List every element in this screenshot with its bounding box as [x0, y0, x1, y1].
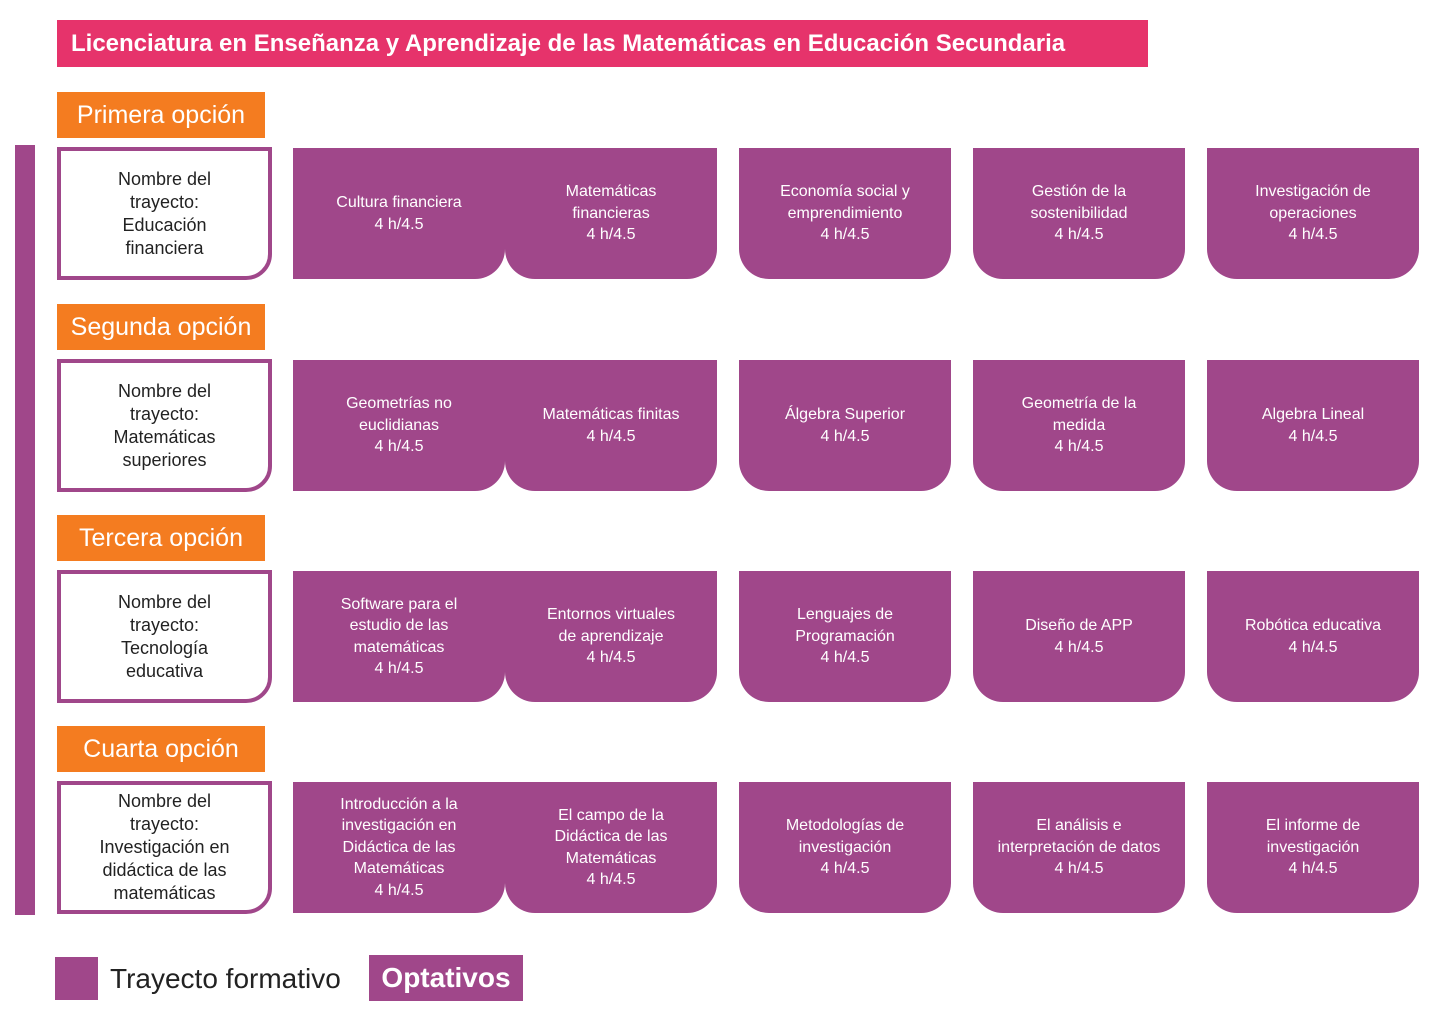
- course-title-line: Gestión de la: [1031, 183, 1127, 201]
- option-section: [0, 726, 1453, 926]
- course-card: [739, 571, 951, 702]
- course-title-line: Diseño de APP: [1025, 617, 1133, 634]
- course-hours: 4 h/4.5: [586, 871, 636, 888]
- trajectory-name-line: Nombre del: [117, 591, 212, 612]
- legend-swatch: [55, 957, 98, 1000]
- course-title-line: El análisis e: [1036, 817, 1122, 835]
- course-card: [1207, 571, 1419, 702]
- course-hours: 4 h/4.5: [1054, 226, 1104, 244]
- course-card: [293, 360, 505, 491]
- course-title-line: Didáctica de las: [554, 828, 668, 845]
- course-title-line: Economía social y: [780, 183, 910, 201]
- course-title-line: Programación: [795, 627, 895, 645]
- course-hours: 4 h/4.5: [586, 427, 636, 445]
- trajectory-name-box: [57, 570, 272, 703]
- option-label: Tercera opción: [57, 515, 265, 561]
- trajectory-name-line: Educación: [122, 214, 207, 235]
- course-hours: 4 h/4.5: [1054, 638, 1104, 656]
- course-title-line: Cultura financiera: [336, 194, 462, 211]
- course-hours: 4 h/4.5: [820, 649, 870, 667]
- course-hours: 4 h/4.5: [586, 226, 636, 244]
- course-title-line: Robótica educativa: [1244, 617, 1382, 634]
- trajectory-name-line: trayecto:: [129, 191, 200, 212]
- course-hours: 4 h/4.5: [1288, 638, 1338, 656]
- trajectory-name-line: financiera: [125, 237, 204, 258]
- trajectory-name-line: Nombre del: [117, 380, 212, 401]
- trajectory-name-line: Nombre del: [117, 168, 212, 189]
- course-card: [973, 360, 1185, 491]
- course-title-line: Matemáticas: [353, 860, 445, 878]
- trajectory-name-line: didáctica de las: [102, 860, 227, 880]
- course-title-line: Software para el: [340, 595, 458, 613]
- option-section: [0, 515, 1453, 715]
- course-title-line: Matemáticas: [565, 849, 657, 867]
- course-title-line: interpretación de datos: [997, 838, 1161, 856]
- course-card: [505, 571, 717, 702]
- course-card: [739, 360, 951, 491]
- course-hours: 4 h/4.5: [586, 649, 636, 667]
- course-title-line: de aprendizaje: [558, 627, 664, 645]
- trajectory-name-line: educativa: [125, 660, 204, 681]
- course-title-line: sostenibilidad: [1030, 204, 1128, 222]
- course-card: [293, 782, 505, 913]
- course-title-line: Algebra Lineal: [1261, 406, 1365, 423]
- course-title-line: Introducción a la: [340, 795, 458, 813]
- course-title-line: medida: [1052, 416, 1106, 434]
- course-title-line: investigación: [798, 838, 892, 856]
- trajectory-name-box: [57, 147, 272, 280]
- option-label: Cuarta opción: [57, 726, 265, 772]
- option-label: Primera opción: [57, 92, 265, 138]
- course-card: [739, 782, 951, 913]
- option-section: [0, 92, 1453, 292]
- course-title-line: Matemáticas finitas: [542, 406, 680, 423]
- course-card: [293, 571, 505, 702]
- course-hours: 4 h/4.5: [1288, 860, 1338, 878]
- course-title-line: estudio de las: [349, 617, 449, 634]
- page-title: Licenciatura en Enseñanza y Aprendizaje de las Matemáticas en Educación Secundaria: [57, 20, 1148, 67]
- course-card: [739, 148, 951, 279]
- course-card: [505, 360, 717, 491]
- course-title-line: operaciones: [1269, 204, 1357, 222]
- course-title-line: Álgebra Superior: [784, 406, 906, 423]
- course-hours: 4 h/4.5: [1054, 860, 1104, 878]
- trajectory-name-line: trayecto:: [129, 814, 200, 834]
- trajectory-name-line: trayecto:: [129, 614, 200, 635]
- course-title-line: El campo de la: [558, 806, 664, 824]
- course-hours: 4 h/4.5: [374, 881, 424, 899]
- option-section: [0, 304, 1453, 504]
- option-label: Segunda opción: [57, 304, 265, 350]
- course-card: [973, 782, 1185, 913]
- trajectory-name-box: [57, 359, 272, 492]
- course-title-line: Lenguajes de: [796, 606, 894, 624]
- course-hours: 4 h/4.5: [820, 427, 870, 445]
- course-hours: 4 h/4.5: [820, 860, 870, 878]
- course-title-line: financieras: [572, 204, 650, 222]
- course-card: [973, 571, 1185, 702]
- legend-label: Trayecto formativo: [110, 963, 341, 994]
- course-hours: 4 h/4.5: [374, 438, 424, 456]
- course-title-line: Geometría de la: [1021, 395, 1137, 413]
- course-hours: 4 h/4.5: [1288, 226, 1338, 244]
- course-card: [293, 148, 505, 279]
- course-title-line: Didáctica de las: [342, 838, 456, 856]
- course-card: [1207, 360, 1419, 491]
- course-title-line: Metodologías de: [785, 817, 905, 835]
- trajectory-name-line: Tecnología: [120, 637, 209, 658]
- course-card: [1207, 782, 1419, 913]
- trajectory-name-line: Investigación en: [99, 837, 230, 857]
- legend-badge: Optativos: [369, 955, 523, 1001]
- course-title-line: Matemáticas: [565, 183, 657, 201]
- course-hours: 4 h/4.5: [374, 660, 424, 677]
- trajectory-name-line: Nombre del: [117, 791, 212, 811]
- course-card: [1207, 148, 1419, 279]
- course-title-line: investigación: [1266, 838, 1360, 856]
- course-title-line: Investigación de: [1255, 183, 1371, 201]
- course-card: [973, 148, 1185, 279]
- course-title-line: Entornos virtuales: [546, 606, 676, 624]
- trajectory-name-line: Matemáticas: [113, 426, 216, 447]
- trajectory-name-line: trayecto:: [129, 403, 200, 424]
- course-title-line: matemáticas: [353, 638, 445, 656]
- course-hours: 4 h/4.5: [1288, 427, 1338, 445]
- trajectory-name-box: [57, 781, 272, 914]
- trajectory-name-line: superiores: [122, 449, 207, 470]
- course-title-line: El informe de: [1265, 817, 1361, 835]
- trajectory-name-line: matemáticas: [113, 883, 216, 903]
- course-hours: 4 h/4.5: [374, 215, 424, 233]
- course-card: [505, 782, 717, 913]
- course-hours: 4 h/4.5: [820, 226, 870, 244]
- course-title-line: Geometrías no: [346, 395, 452, 413]
- course-title-line: euclidianas: [358, 416, 440, 434]
- course-title-line: investigación en: [341, 817, 457, 835]
- course-card: [505, 148, 717, 279]
- course-hours: 4 h/4.5: [1054, 438, 1104, 456]
- course-title-line: emprendimiento: [787, 204, 903, 222]
